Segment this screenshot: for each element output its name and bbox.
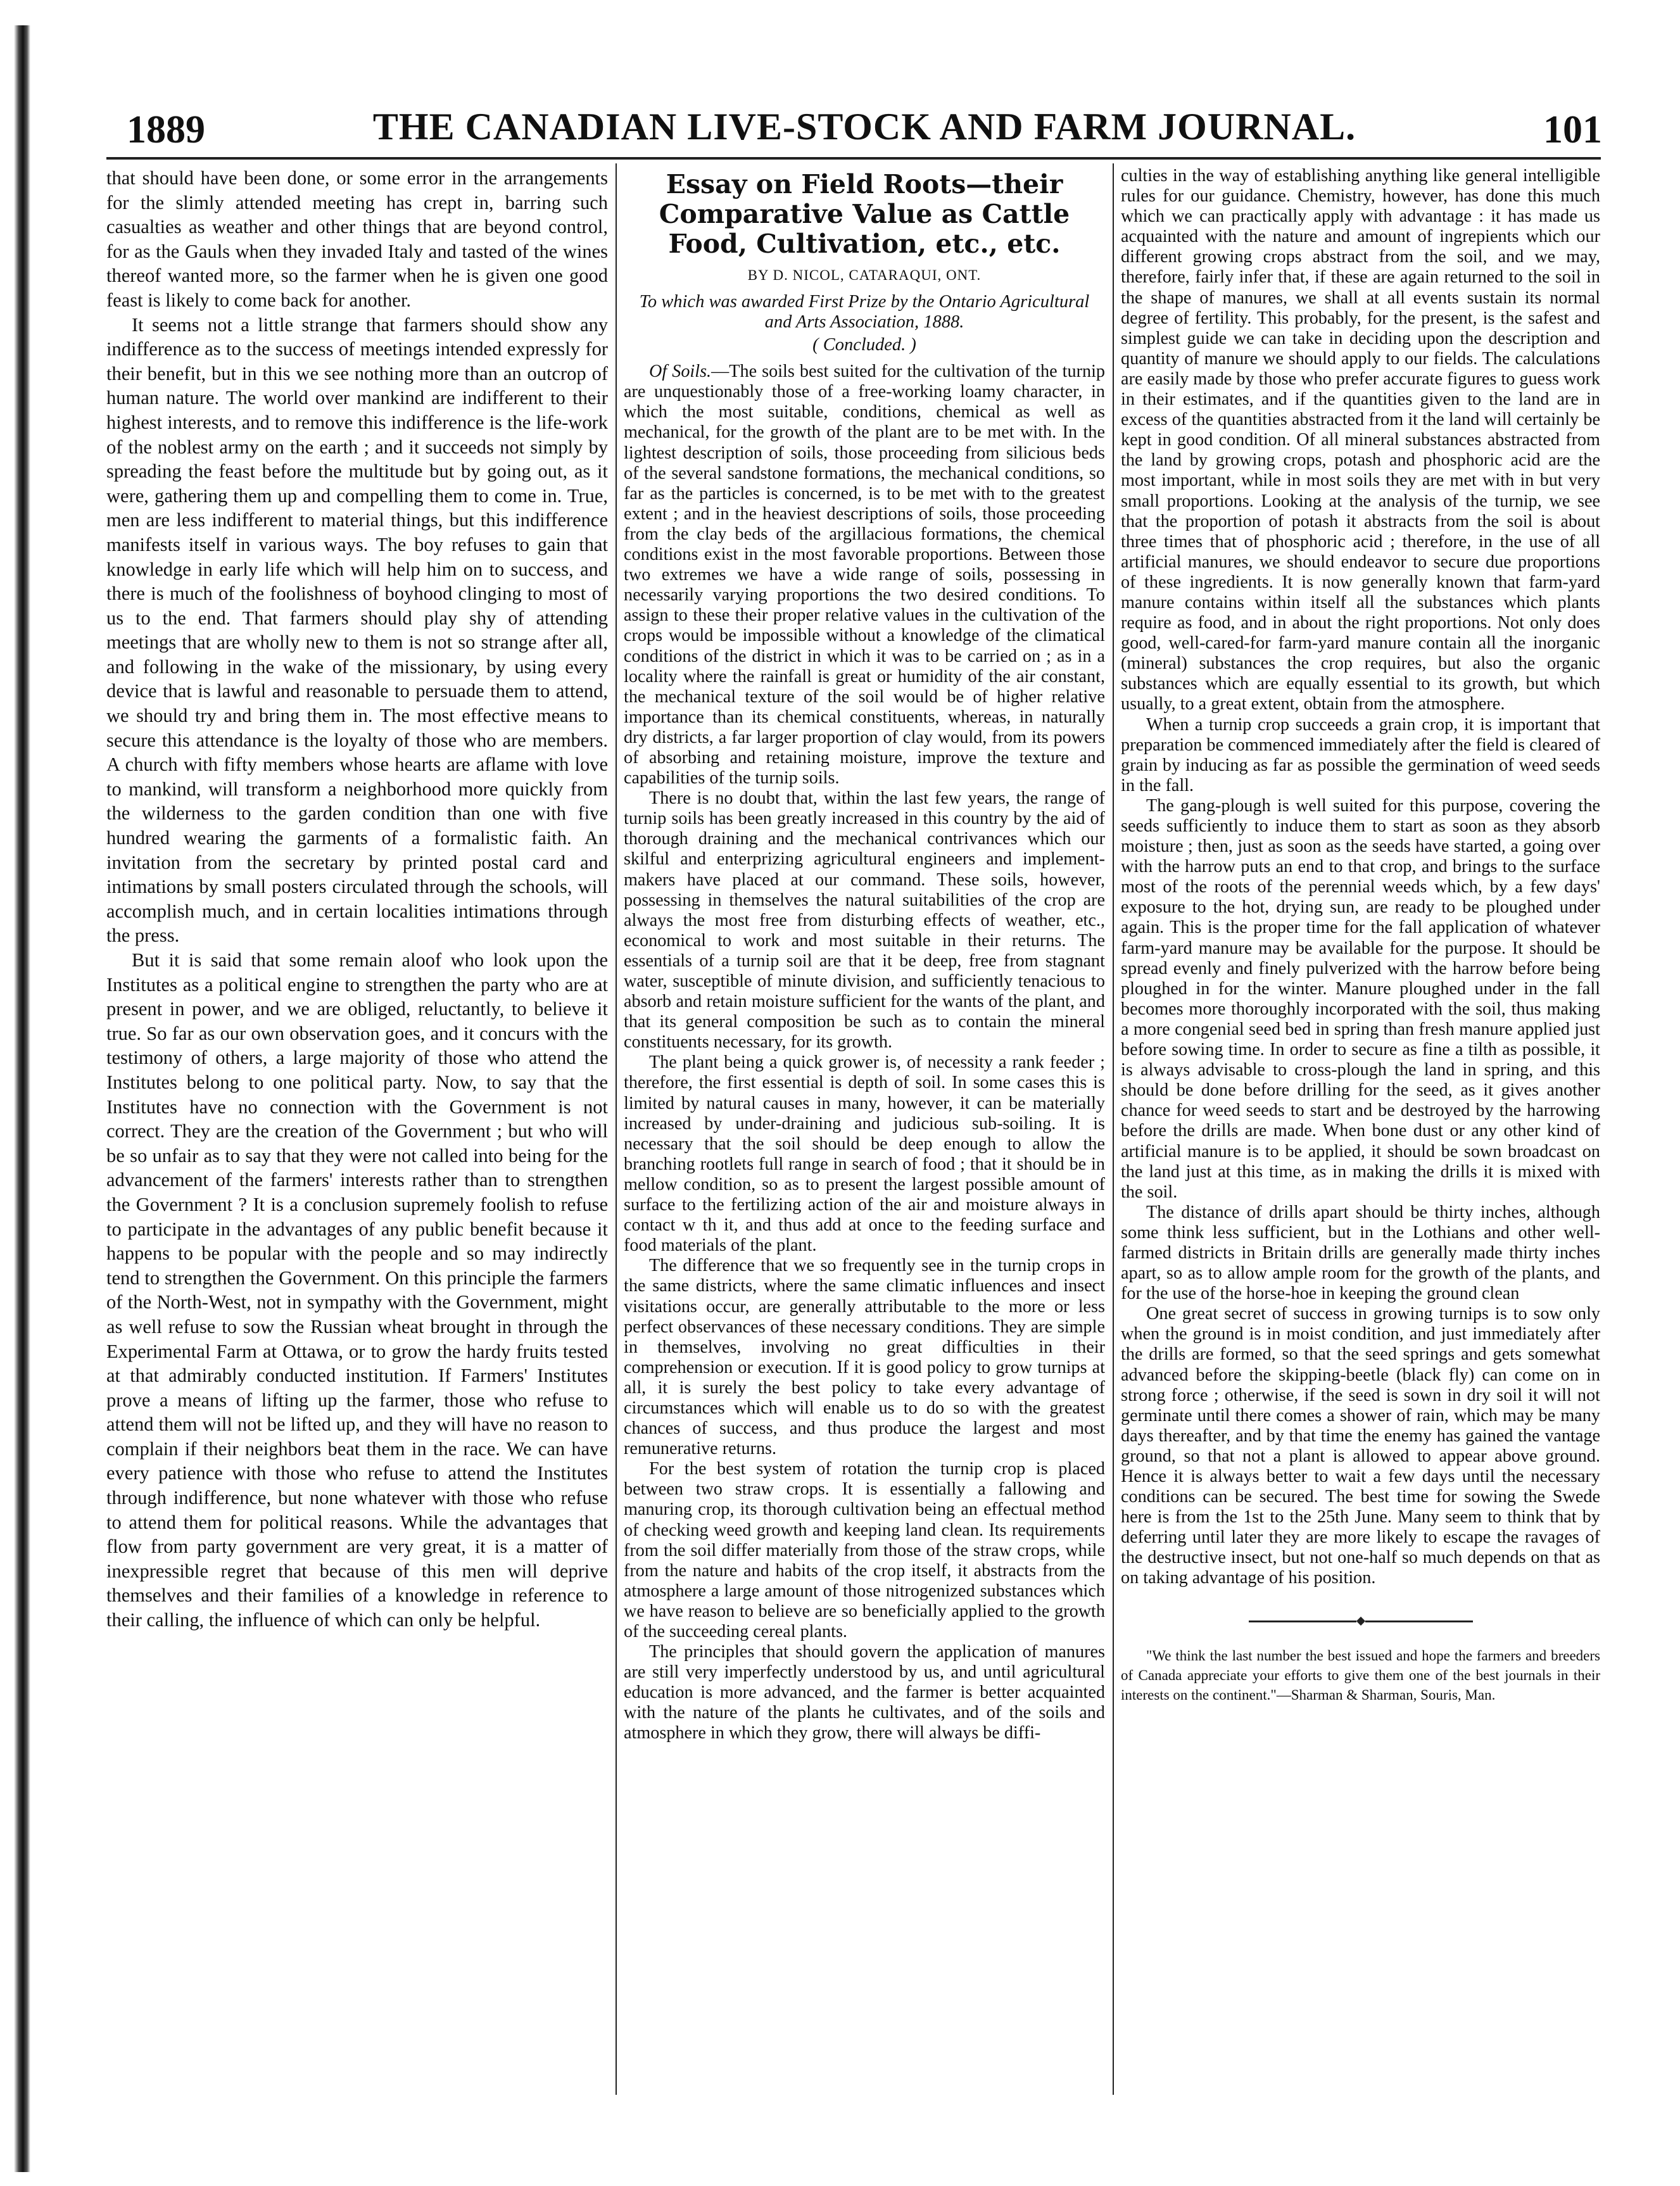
binding-spine xyxy=(14,25,30,2172)
column-divider-right xyxy=(1113,163,1114,2095)
paragraph: The principles that should govern the application of manures are still very imperfectly understood by us, and until agricultural education is more advanced, and the farmer is better acquainted with the nature of the plants he cultivates, and of the soils and atmosphere in which they grow, there will always be diffi- xyxy=(624,1642,1105,1743)
essay-title: Essay on Field Roots—their Comparative Value as Cattle Food, Cultivation, etc., etc. xyxy=(659,169,1070,259)
column-right xyxy=(1121,166,1600,2066)
paragraph xyxy=(624,362,1105,788)
paragraph: The plant being a quick grower is, of necessity a rank feeder ; therefore, the first essential is depth of soil. In some cases this is limited by natural causes in many, however, it can be materially increased by under-draining and judicious sub-soiling. It is necessary that the soil should be deep enough to allow the branching rootlets full range in search of food ; that it should be in mellow condition, so as to present the largest possible amount of surface to the fertilizing action of the air and moisture always in contact w th it, and thus add at once to the feeding surface and food materials of the plant. xyxy=(624,1052,1105,1256)
column-middle xyxy=(624,166,1105,2085)
paragraph: For the best system of rotation the turnip crop is placed between two straw crops. It is essentially a fallowing and manuring crop, its thorough cultivation being an effectual method of checking weed growth and keeping land clean. Its requirements from the soil differ materially from those of the straw crops, while from the nature and habits of the crop itself, it abstracts from the atmosphere a large amount of those nitrogenized substances which we have reason to believe are so beneficially applied to the growth of the succeeding cereal plants. xyxy=(624,1459,1105,1641)
diamond-icon xyxy=(1356,1617,1365,1626)
page-number: 101 xyxy=(1543,108,1602,151)
essay-byline: BY D. NICOL, CATARAQUI, ONT. xyxy=(747,267,982,283)
header-year: 1889 xyxy=(127,108,205,151)
paragraph: The distance of drills apart should be thirty inches, although some think less sufficient, but in the Lothians and other well-farmed districts in Britain drills are generally made thirty inches apart, so as to allow ample room for the growth of the plants, and for the use of the horse-hoe in keeping the ground clean xyxy=(1121,1202,1600,1304)
paragraph: The gang-plough is well suited for this purpose, covering the seeds sufficiently to induce them to start as soon as they absorb moisture ; then, just as soon as the seeds have started, a going over with the harrow puts an end to that crop, and brings to the surface most of the roots of the perennial weeds which, by a few days' exposure to the hot, drying sun, are ready to be ploughed under again. This is the proper time for the fall application of whatever farm-yard manure may be available for the purpose. It should be spread evenly and finely pulverized with the harrow before being ploughed in for the winter. Manure ploughed under in the fall becomes more thoroughly incorporated with the soil, thus making a more congenial seed bed in spring than fresh manure applied just before sowing time. In order to secure as fine a tilth as possible, it is always advisable to cross-plough the land in spring, and this should be done before drilling for the seed, as it gives another chance for weed seeds to start and be destroyed by the harrowing before the drills are made. When bone dust or any other kind of artificial manure is to be applied, it should be sown broadcast on the land just at this time, as in making the drills it is mixed with the soil. xyxy=(1121,795,1600,1202)
essay-award-note: To which was awarded First Prize by the Ontario Agricultural and Arts Association, 1888. xyxy=(639,292,1090,332)
testimonial-quote: "We think the last number the best issued and hope the farmers and breeders of Canada appreciate your efforts to give them one of the best journals in their interests on the continent."—Sharman & Sharman, Souris, Man. xyxy=(1121,1647,1600,1703)
paragraph: When a turnip crop succeeds a grain crop, it is important that preparation be commenced immediately after the field is cleared of grain by inducing as far as possible the germination of weed seeds in the fall. xyxy=(1121,714,1600,795)
paragraph: It seems not a little strange that farmers should show any indifference as to the success of meetings intended expressly for their benefit, but in this we see nothing more than an outcrop of human nature. The world over mankind are indifferent to their highest interests, and to remove this indifference is the life-work of the noblest army on the earth ; and it succeeds not simply by spreading the feast before the multitude but by going out, as it were, gathering them up and compelling them to come in. True, men are less indifferent to material things, but this indifference manifests itself in various ways. The boy refuses to gain that knowledge in early life which will help him on to success, and there is much of the foolishness of boyhood clinging to most of us to the end. That farmers should play shy of attending meetings that are wholly new to them is not so strange after all, and following in the wake of the missionary, by using every device that is lawful and reasonable to persuade them to attend, we should try and bring them in. The most effective means to secure this attendance is the loyalty of those who are members. A church with fifty members whose hearts are aflame with love to mankind, will transform a neighborhood more quickly from the wilderness to the garden condition than one with five hundred wearing the garments of a formalistic faith. An invitation from the secretary by printed postal card and intimations by small posters circulated through the schools, will accomplish much, and in certain localities intimations through the press. xyxy=(106,313,608,947)
paragraph-text: —The soils best suited for the cultivation of the turnip are unquestionably those of a free-working loamy character, in which the most suitable, conditions, chemical as well as mechanical, for the growth of the plant are to be met with. In the lightest description of soils, those proceeding from silicious beds of the several sandstone formations, the mechanical conditions, so far as the particles is concerned, is to be met with to the greatest extent ; and in the heaviest descriptions of soils, those proceeding from the clay beds of the argillacious formations, the chemical conditions exist in the most favorable proportions. Between those two extremes we have a wide range of soils, possessing in necessarily varying proportions the two desired conditions. To assign to these their proper relative values in the cultivation of the crops would be impossible without a knowledge of the climatical conditions of the district in which it was to be carried on ; as in a locality where the rainfall is great or humidity of the air constant, the mechanical texture of the soil would be of higher relative importance than its chemical constituents, whereas, in naturally dry districts, a far larger proportion of clay would, from its powers of absorbing and retaining moisture, improve the texture and capabilities of the turnip soils. xyxy=(624,362,1105,788)
paragraph: culties in the way of establishing anything like general intelligible rules for our guidance. Chemistry, however, has done this much which we can practically apply with advantage : it has made us acquainted with the nature and amount of ingrepients which our different growing crops abstract from the soil, and we may, therefore, fairly infer that, if these are again returned to the soil in the shape of manures, we shall at all events sustain its normal degree of fertility. This probably, for the present, is the safest and simplest guide we can take in deciding upon the description and quantity of manure we should apply to our fields. The calculations are easily made by those who prefer accurate figures to guess work in their estimates, and if the quantities given to the land are in excess of the quantities abstracted from it the land will certainly be kept in good condition. Of all mineral substances abstracted from the land by growing crops, potash and phosphoric acid are the most important, while in most soils they are met with in but very small proportions. Looking at the analysis of the turnip, we see that the proportion of potash it abstracts from the soil is about three times that of phosphoric acid ; therefore, in the use of all artificial manures, we should endeavor to secure due proportions of these ingredients. It is now generally known that farm-yard manure contains within itself all the substances which plants require as food, and in about the right proportions. Not only does good, well-cared-for farm-yard manure contain all the inorganic (mineral) substances the crop requires, but also the organic substances which are equally essential to its growth, but which usually, to a great extent, obtain from the atmosphere. xyxy=(1121,166,1600,714)
paragraph: that should have been done, or some error in the arrangements for the slimly attended meeting has crept in, barring such casualties as weather and other things that are beyond control, for as the Gauls when they invaded Italy and tasted of the wines thereof wanted more, so the farmer when he is given one good feast is likely to come back for another. xyxy=(106,167,608,311)
essay-status: ( Concluded. ) xyxy=(812,335,916,355)
column-divider-left xyxy=(616,163,617,2095)
journal-title: THE CANADIAN LIVE-STOCK AND FARM JOURNAL. xyxy=(372,106,1356,148)
paragraph: The difference that we so frequently see in the turnip crops in the same districts, where the same climatic influences and insect visitations occur, are generally attributable to the more or less perfect observances of these necessary conditions. They are simple in themselves, involving no great difficulties in their comprehension or execution. If it is good policy to grow turnips at all, it is surely the best policy to take every advantage of circumstances which will enable us to do so with the greatest chances of success, and thus produce the largest and most remunerative returns. xyxy=(624,1256,1105,1459)
section-lead-in: Of Soils. xyxy=(649,362,712,382)
paragraph: One great secret of success in growing turnips is to sow only when the ground is in moist condition, and just immediately after the drills are formed, so that the seed springs and gets somewhat advanced before the skipping-beetle (black fly) can come on in strong force ; otherwise, if the seed is sown in dry soil it will not germinate until there comes a shower of rain, which may be many days thereafter, and by that time the enemy has gained the vantage ground, so that not a plant is allowed to appear above ground. Hence it is always better to wait a few days until the necessary conditions can be secured. The best time for sowing the Swede here is from the 1st to the 25th June. Many seem to think that by deferring until later they are more likely to escape the ravages of the destructive insect, but not one-half so much depends on that as on taking advantage of his position. xyxy=(1121,1304,1600,1588)
paragraph: There is no doubt that, within the last few years, the range of turnip soils has been greatly increased in this country by the aid of thorough draining and the mechanical contrivances which our skilful and enterprizing agricultural engineers and implement-makers have placed at our command. These soils, however, possessing in themselves the natural suitabilities of the crop are always the most free from disturbing effects of weather, etc., economical to work and most suitable in their returns. The essentials of a turnip soil are that it be deep, free from stagnant water, susceptible of minute division, and sufficiently tenacious to absorb and retain moisture sufficient for the wants of the plant, and that its general composition be such as to contain the mineral constituents necessary, for its growth. xyxy=(624,788,1105,1052)
paragraph: But it is said that some remain aloof who look upon the Institutes as a political engine to strengthen the party who are at present in power, and we are obliged, reluctantly, to believe it true. So far as our own observation goes, and it concurs with the testimony of others, a large majority of those who attend the Institutes belong to one political party. Now, to say that the Institutes have no connection with the Government is not correct. They are the creation of the Government ; but who will be so unfair as to say that they were not called into being for the advancement of the farmers' interests rather than to strengthen the Government ? It is a conclusion supremely foolish to refuse to participate in the advantages of any public benefit because it happens to be popular with the people and so may indirectly tend to strengthen the Government. On this principle the farmers of the North-West, not in sympathy with the Government, might as well refuse to sow the Russian wheat brought in through the Experimental Farm at Ottawa, or to grow the hardy fruits tested at that admirably conducted institution. If Farmers' Institutes prove a means of lifting up the farmer, those who refuse to attend them will not be lifted up, and they will have no reason to complain if their neighbors beat them in the race. We can have every patience with those who refuse to attend the Institutes through indifference, but none whatever with those who refuse to attend them for political reasons. While the advantages that flow from party government are very great, it is a matter of inexpressible regret that because of this men will deprive themselves and their families of a knowledge in reference to their calling, the influence of which can only be helpful. xyxy=(106,949,608,1631)
page-header xyxy=(127,101,1602,158)
header-rule xyxy=(106,157,1601,160)
column-left xyxy=(106,166,608,2066)
section-ornament xyxy=(1121,1614,1600,1627)
